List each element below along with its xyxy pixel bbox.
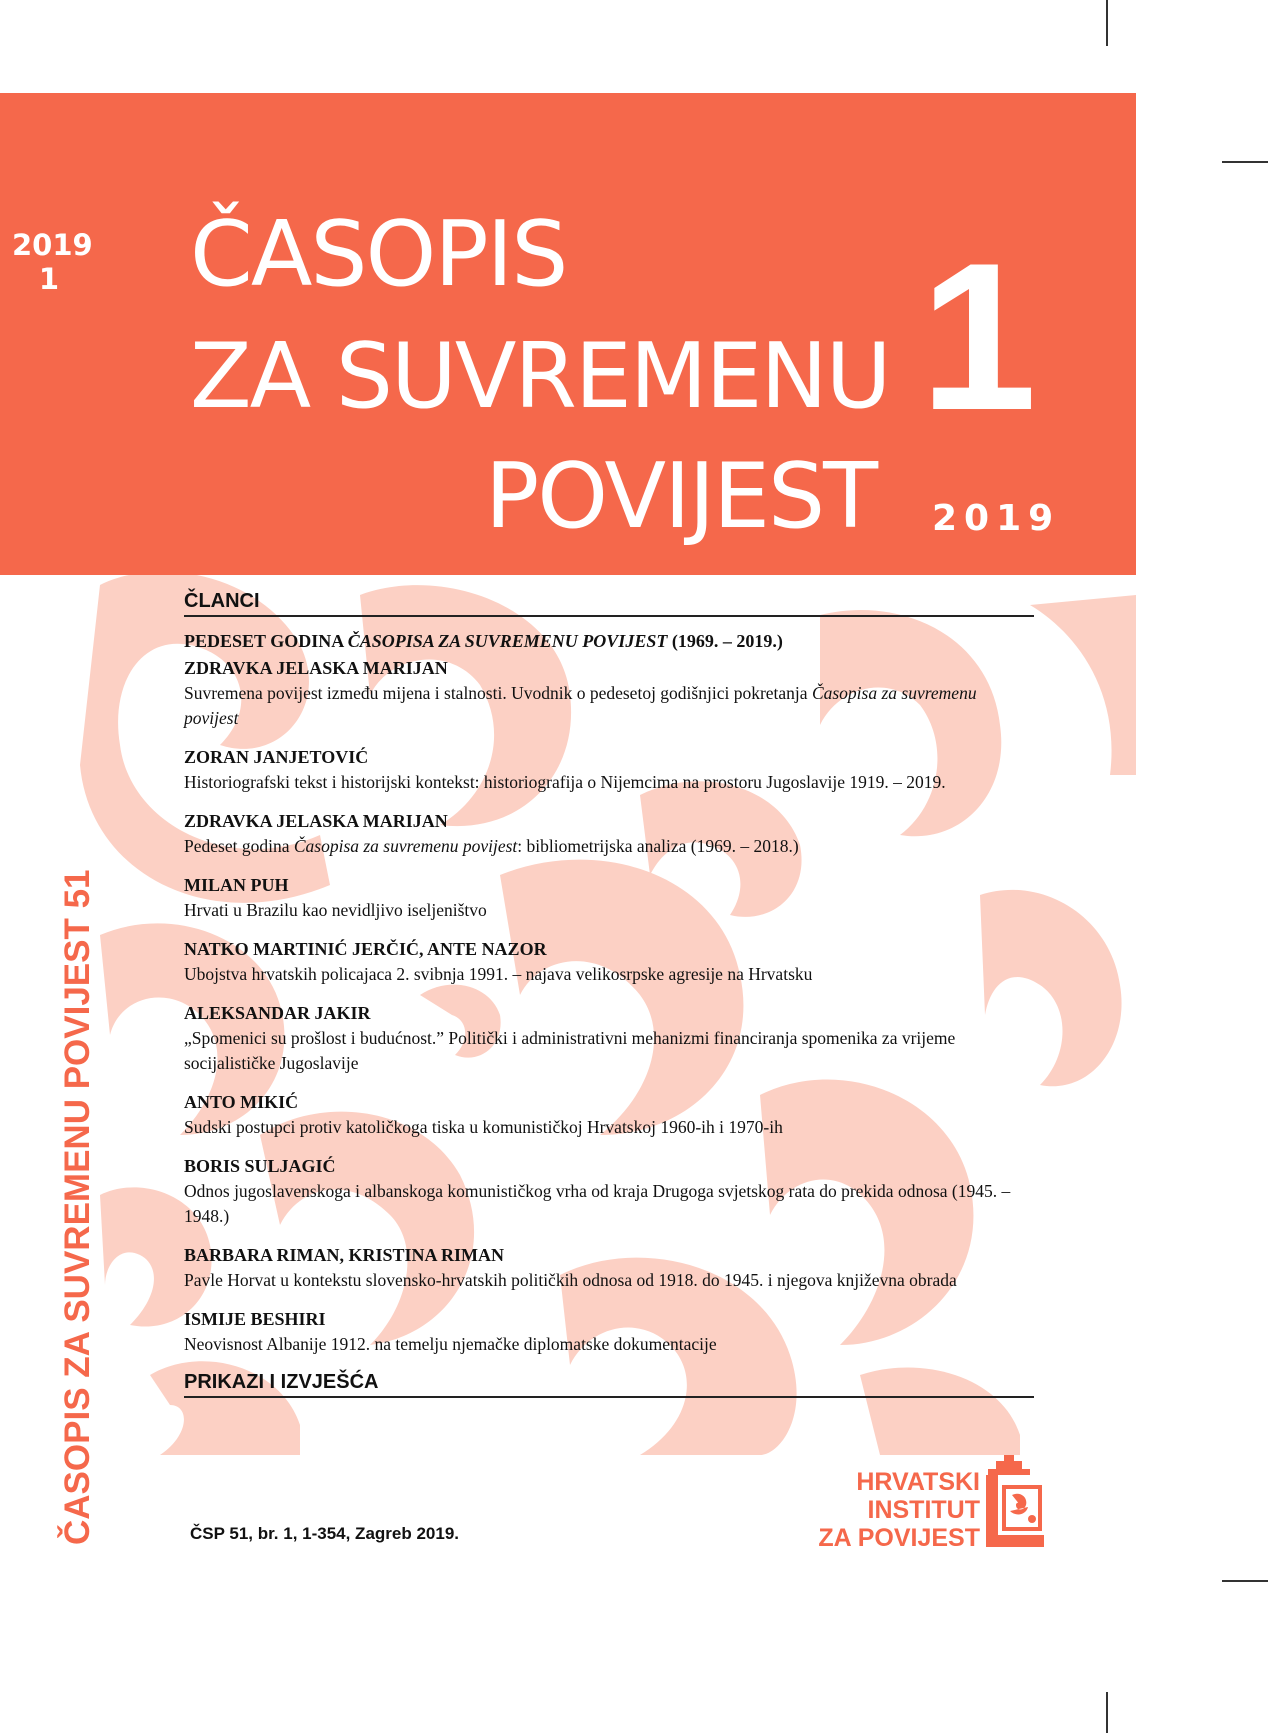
- entry-title-em: Časopisa za suvremenu povijest: [293, 836, 518, 856]
- intro-heading-em: ČASOPISA ZA SUVREMENU POVIJEST: [347, 631, 668, 651]
- publisher-line-1: HRVATSKI: [856, 1468, 980, 1496]
- toc-entry[interactable]: [184, 1154, 1034, 1229]
- toc-entry[interactable]: [184, 873, 1034, 923]
- entry-title: „Spomenici su prošlost i budućnost.” Politički i administrativni mehanizmi financiranja spomenika za vrijeme socijalističke Jugoslavije: [184, 1028, 956, 1073]
- entry-title: Odnos jugoslavenskoga i albanskoga komunističkog vrha od kraja Drugoga svjetskog rata do prekida odnosa (1945. – 1948.): [184, 1181, 1011, 1226]
- side-label-issue: 1: [38, 262, 60, 296]
- toc-entry[interactable]: [184, 1243, 1034, 1293]
- citation-reference: ČSP 51, br. 1, 1-354, Zagreb 2019.: [190, 1524, 460, 1543]
- entry-title: Ubojstva hrvatskih policajaca 2. svibnja 1991. – najava velikosrpske agresije na Hrvatsku: [184, 964, 813, 984]
- entry-author: BARBARA RIMAN, KRISTINA RIMAN: [184, 1245, 505, 1265]
- journal-title-line-1: ČASOPIS: [190, 202, 567, 307]
- toc-entry[interactable]: [184, 809, 1034, 859]
- entry-title: [184, 834, 1034, 859]
- reviews-heading: PRIKAZI I IZVJEŠĆA: [184, 1371, 1034, 1398]
- toc-entry[interactable]: [184, 1001, 1034, 1076]
- journal-title-line-3: POVIJEST: [485, 444, 877, 549]
- entry-author: BORIS SULJAGIĆ: [184, 1156, 336, 1176]
- publisher-line-2: INSTITUT: [867, 1496, 980, 1524]
- crop-mark-right-upper: [1222, 161, 1268, 163]
- publisher-line-3: ZA POVIJEST: [818, 1524, 980, 1552]
- toc-entry[interactable]: [184, 1307, 1034, 1357]
- entry-title: Neovisnost Albanije 1912. na temelju njemačke diplomatske dokumentacije: [184, 1334, 717, 1354]
- entry-author: ANTO MIKIĆ: [184, 1092, 299, 1112]
- side-label-year: 2019: [12, 228, 93, 262]
- entry-title-pre: Suvremena povijest između mijena i stalnosti. Uvodnik o pedesetoj godišnjici pokretanja: [184, 683, 812, 703]
- side-label: [12, 228, 93, 296]
- entry-title: [184, 681, 1034, 731]
- publisher-name: [780, 1468, 980, 1552]
- journal-title-line-2: ZA SUVREMENU: [190, 324, 890, 429]
- crop-mark-top: [1106, 0, 1108, 46]
- entry-author: ZDRAVKA JELASKA MARIJAN: [184, 658, 448, 678]
- entry-title: Hrvati u Brazilu kao nevidljivo iseljeništvo: [184, 900, 487, 920]
- intro-heading: [184, 629, 1034, 654]
- entry-author: NATKO MARTINIĆ JERČIĆ, ANTE NAZOR: [184, 939, 547, 959]
- entry-author: ZORAN JANJETOVIĆ: [184, 747, 369, 767]
- articles-heading: ČLANCI: [184, 590, 1034, 617]
- entry-title: Historiografski tekst i historijski kontekst: historiografija o Nijemcima na prostoru Jugoslavije 1919. – 2019.: [184, 772, 946, 792]
- entry-title-pre: Pedeset godina: [184, 836, 294, 856]
- intro-heading-post: (1969. – 2019.): [667, 631, 783, 651]
- banner-year: 2019: [932, 498, 1061, 539]
- entry-author: ALEKSANDAR JAKIR: [184, 1003, 371, 1023]
- toc-entry-intro[interactable]: [184, 656, 1034, 731]
- entry-author: MILAN PUH: [184, 875, 289, 895]
- entry-author: ISMIJE BESHIRI: [184, 1309, 326, 1329]
- entry-title: Sudski postupci protiv katoličkoga tiska u komunističkoj Hrvatskoj 1960-ih i 1970-ih: [184, 1117, 783, 1137]
- entry-title-em: Časopisa za suvremenu povijest: [184, 683, 977, 728]
- crop-mark-right-lower: [1222, 1580, 1268, 1582]
- entry-author: ZDRAVKA JELASKA MARIJAN: [184, 811, 448, 831]
- toc-entry[interactable]: [184, 937, 1034, 987]
- entry-title-post: : bibliometrijska analiza (1969. – 2018.): [517, 836, 799, 856]
- intro-heading-pre: PEDESET GODINA: [184, 631, 348, 651]
- toc-entry[interactable]: [184, 1090, 1034, 1140]
- table-of-contents: [184, 590, 1034, 1398]
- entry-title: Pavle Horvat u kontekstu slovensko-hrvatskih političkih odnosa od 1918. do 1945. i njegova književna obrada: [184, 1270, 957, 1290]
- toc-entry[interactable]: [184, 745, 1034, 795]
- spine-title: ČASOPIS ZA SUVREMENU POVIJEST 51: [58, 869, 97, 1545]
- institute-logo-icon: [982, 1455, 1048, 1547]
- issue-number: 1: [920, 219, 1037, 454]
- crop-mark-bottom: [1106, 1692, 1108, 1733]
